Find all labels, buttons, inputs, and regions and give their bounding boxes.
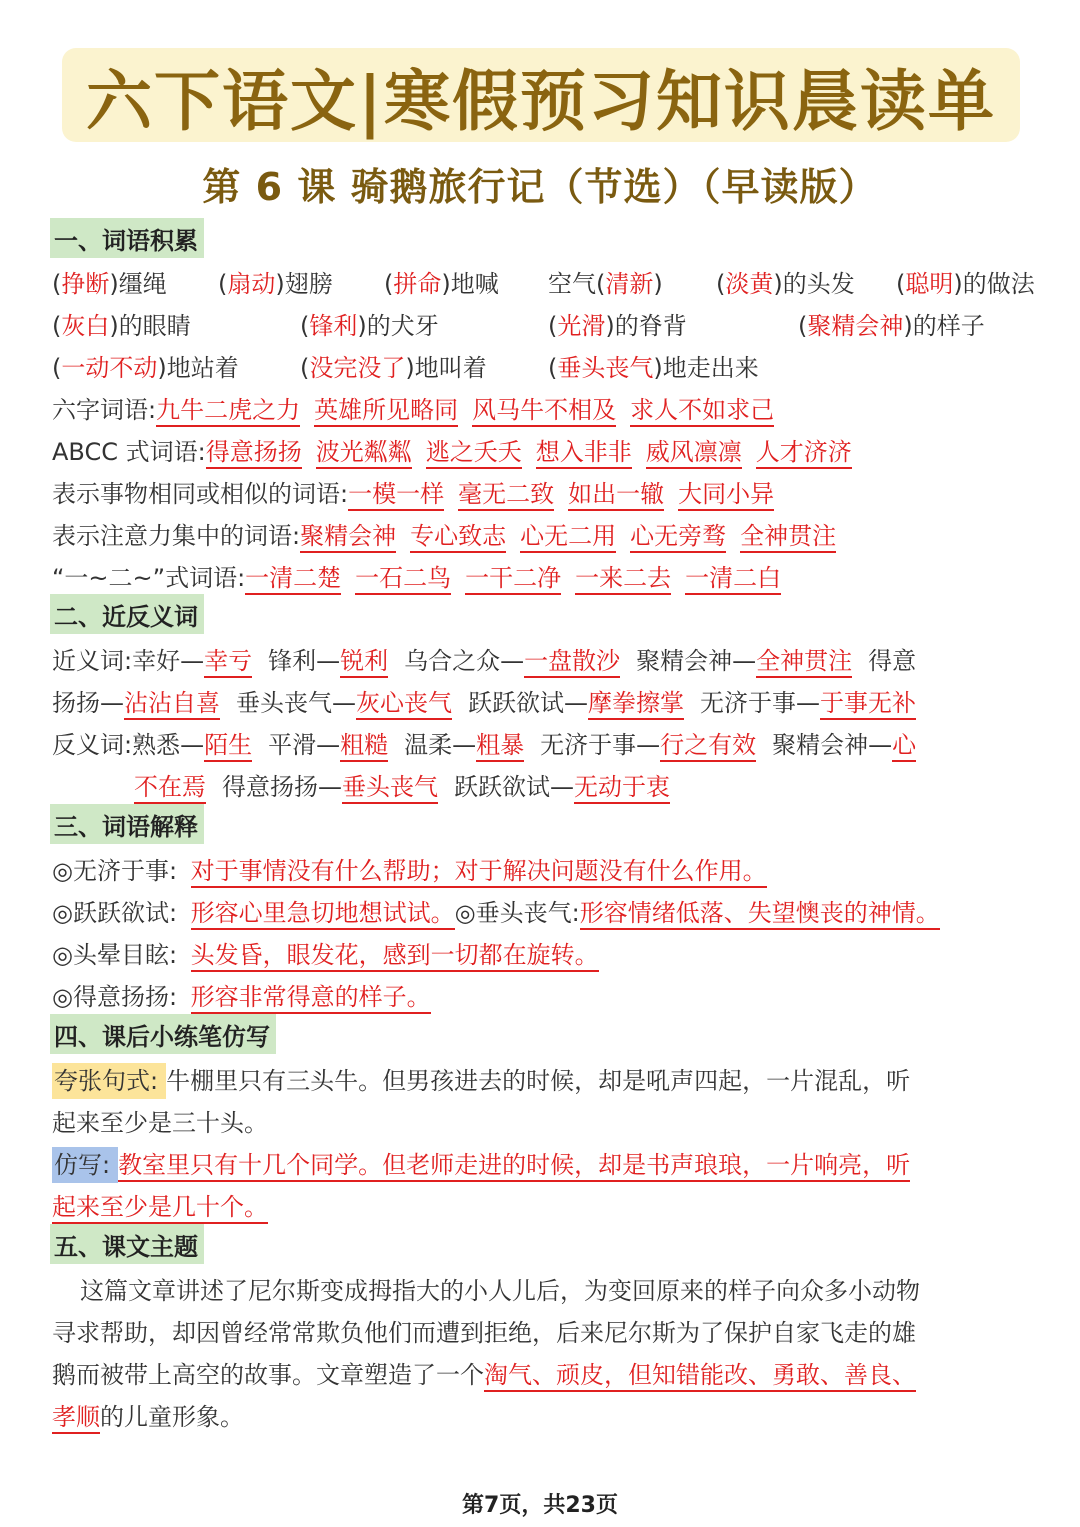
hyperbole-tag: 夸张句式: <box>52 1063 166 1099</box>
phrase-text: )地叫着 <box>405 354 487 382</box>
antonyms-line-2 <box>134 767 670 802</box>
answer-word: 人才济济 <box>756 438 852 469</box>
pair-label: 反义词: <box>52 731 133 759</box>
pair-word: 无济于事— <box>540 731 661 759</box>
synonyms-line-1 <box>52 641 916 676</box>
pair-answer: 幸亏 <box>204 647 252 678</box>
phrase-text: )的做法 <box>953 270 1035 298</box>
row-label: 六字词语: <box>52 396 157 424</box>
answer-word: 心无二用 <box>520 522 616 553</box>
six-char-words <box>52 390 774 425</box>
phrase-answer: 光滑 <box>557 312 606 340</box>
answer-word: 一干二净 <box>465 564 561 595</box>
yi-er-words <box>52 558 781 593</box>
vocab-phrase <box>896 264 1035 299</box>
phrase-answer: 聪明 <box>905 270 954 298</box>
pair-word: 温柔— <box>404 731 477 759</box>
phrase-text: 空气( <box>548 270 606 298</box>
phrase-answer: 清新 <box>605 270 654 298</box>
vocab-phrase <box>300 306 439 341</box>
answer-word: 如出一辙 <box>568 480 664 511</box>
phrase-text: ( <box>548 354 558 382</box>
explanation-definition: 形容心里急切地想试试。 <box>191 899 455 930</box>
imitation-text: 教室里只有十几个同学。但老师走进的时候，却是书声琅琅，一片响亮，听 <box>118 1151 910 1182</box>
phrase-answer: 一动不动 <box>61 354 158 382</box>
vocab-phrase <box>548 348 759 383</box>
page-number: 第7页，共23页 <box>462 1493 618 1518</box>
explanation-definition: 头发昏，眼发花，感到一切都在旋转。 <box>191 941 599 972</box>
vocab-phrase <box>218 264 333 299</box>
phrase-text: ( <box>218 270 228 298</box>
page-title: 六下语文|寒假预习知识晨读单 <box>85 61 996 140</box>
phrase-answer: 拼命 <box>393 270 442 298</box>
pair-answer: 于事无补 <box>820 689 916 720</box>
pair-answer: 灰心丧气 <box>356 689 452 720</box>
answer-word: 心无旁骛 <box>630 522 726 553</box>
phrase-text: ) <box>653 270 663 298</box>
theme-text: 鹅而被带上高空的故事。文章塑造了一个 <box>52 1361 484 1389</box>
answer-word: 聚精会神 <box>300 522 396 553</box>
pair-answer: 沾沾自喜 <box>124 689 220 720</box>
phrase-answer: 锋利 <box>309 312 358 340</box>
synonyms-line-2 <box>52 683 916 718</box>
section-heading-synonyms: 二、近反义词 <box>50 594 204 634</box>
phrase-text: )的头发 <box>773 270 855 298</box>
answer-word: 风马牛不相及 <box>472 396 616 427</box>
pair-answer: 一盘散沙 <box>524 647 620 678</box>
abcc-words <box>52 432 852 467</box>
phrase-answer: 没完没了 <box>309 354 406 382</box>
phrase-text: ( <box>716 270 726 298</box>
pair-answer: 陌生 <box>204 731 252 762</box>
answer-word: 一清二楚 <box>245 564 341 595</box>
answer-word: 波光粼粼 <box>316 438 412 469</box>
vocab-phrase <box>548 306 687 341</box>
phrase-answer: 聚精会神 <box>807 312 904 340</box>
pair-word: 得意 <box>868 647 917 675</box>
lesson-subtitle: 第 6 课 骑鹅旅行记（节选）（早读版） <box>202 165 878 209</box>
answer-word: 大同小异 <box>678 480 774 511</box>
theme-line-2: 寻求帮助，却因曾经常常欺负他们而遭到拒绝，后来尼尔斯为了保护自家飞走的雄 <box>52 1319 916 1347</box>
answer-word: 一模一样 <box>348 480 444 511</box>
hyperbole-example <box>52 1061 910 1096</box>
phrase-text: )地走出来 <box>653 354 759 382</box>
pair-answer: 锐利 <box>340 647 388 678</box>
row-label: 表示事物相同或相似的词语: <box>52 480 349 508</box>
phrase-answer: 挣断 <box>61 270 110 298</box>
hyperbole-example-cont: 起来至少是三十头。 <box>52 1109 268 1137</box>
phrase-answer: 垂头丧气 <box>557 354 654 382</box>
pair-answer: 粗暴 <box>476 731 524 762</box>
row-label: ABCC 式词语: <box>52 438 206 466</box>
phrase-text: )翅膀 <box>275 270 333 298</box>
focus-words <box>52 516 836 551</box>
answer-word: 一石二鸟 <box>355 564 451 595</box>
answer-word: 想入非非 <box>536 438 632 469</box>
pair-label: 近义词: <box>52 647 133 675</box>
answer-word: 一来二去 <box>575 564 671 595</box>
phrase-text: )的眼睛 <box>109 312 191 340</box>
similar-words <box>52 474 774 509</box>
section-heading-vocab: 一、词语积累 <box>50 218 204 258</box>
pair-word: 乌合之众— <box>404 647 525 675</box>
imitation-answer-cont <box>52 1187 268 1222</box>
imitation-tag: 仿写: <box>52 1147 118 1183</box>
vocab-phrase <box>52 306 191 341</box>
vocab-phrase <box>548 264 663 299</box>
pair-answer: 全神贯注 <box>756 647 852 678</box>
pair-answer: 心 <box>892 731 916 762</box>
section-heading-explanations: 三、词语解释 <box>50 804 204 844</box>
phrase-answer: 扇动 <box>227 270 276 298</box>
vocab-phrase <box>300 348 487 383</box>
phrase-text: )地站着 <box>157 354 239 382</box>
answer-word: 九牛二虎之力 <box>156 396 300 427</box>
answer-word: 全神贯注 <box>740 522 836 553</box>
theme-line-4 <box>52 1397 244 1432</box>
title-banner <box>62 48 1020 142</box>
theme-line-3 <box>52 1355 916 1390</box>
phrase-text: )的脊背 <box>605 312 687 340</box>
pair-word: 得意扬扬— <box>222 773 342 801</box>
vocab-phrase <box>52 348 239 383</box>
pair-answer: 垂头丧气 <box>342 773 438 804</box>
phrase-text: )地喊 <box>441 270 499 298</box>
phrase-text: )的犬牙 <box>357 312 439 340</box>
explanation-term: ◎头晕目眩: <box>52 941 178 969</box>
answer-word: 毫无二致 <box>458 480 554 511</box>
theme-highlight: 孝顺 <box>52 1403 100 1434</box>
row-label: 表示注意力集中的词语: <box>52 522 301 550</box>
explanation-3 <box>52 935 599 970</box>
answer-word: 得意扬扬 <box>206 438 302 469</box>
phrase-text: ( <box>798 312 808 340</box>
phrase-answer: 灰白 <box>61 312 110 340</box>
pair-word: 垂头丧气— <box>236 689 356 717</box>
row-label: “一~二~”式词语: <box>52 564 246 592</box>
phrase-text: )的样子 <box>903 312 985 340</box>
answer-word: 专心致志 <box>410 522 506 553</box>
pair-word: 平滑— <box>268 731 341 759</box>
imitation-answer <box>52 1145 910 1180</box>
pair-answer: 摩拳擦掌 <box>588 689 684 720</box>
phrase-text: ( <box>52 270 62 298</box>
phrase-text: ( <box>548 312 558 340</box>
vocab-phrase <box>384 264 499 299</box>
explanation-term: ◎无济于事: <box>52 857 178 885</box>
explanation-1 <box>52 851 767 886</box>
answer-word: 一清二白 <box>685 564 781 595</box>
pair-word: 无济于事— <box>700 689 820 717</box>
hyperbole-text: 牛棚里只有三头牛。但男孩进去的时候，却是吼声四起，一片混乱，听 <box>166 1067 911 1095</box>
pair-answer: 行之有效 <box>660 731 756 762</box>
theme-line-1: 这篇文章讲述了尼尔斯变成拇指大的小人儿后，为变回原来的样子向众多小动物 <box>80 1277 920 1305</box>
phrase-text: ( <box>52 312 62 340</box>
phrase-text: ( <box>896 270 906 298</box>
explanation-term: ◎跃跃欲试: <box>52 899 178 927</box>
imitation-text-cont: 起来至少是几十个。 <box>52 1193 268 1224</box>
explanation-4 <box>52 977 431 1012</box>
pair-word: 幸好— <box>132 647 205 675</box>
antonyms-line-1 <box>52 725 916 760</box>
pair-word: 熟悉— <box>132 731 205 759</box>
explanation-term: ◎得意扬扬: <box>52 983 178 1011</box>
phrase-answer: 淡黄 <box>725 270 774 298</box>
section-heading-imitation: 四、课后小练笔仿写 <box>50 1014 276 1054</box>
explanation-2 <box>52 893 940 928</box>
phrase-text: ( <box>52 354 62 382</box>
answer-word: 逃之夭夭 <box>426 438 522 469</box>
theme-text: 的儿童形象。 <box>100 1403 244 1431</box>
pair-word: 聚精会神— <box>636 647 757 675</box>
pair-answer: 不在焉 <box>134 773 206 804</box>
pair-word: 锋利— <box>268 647 341 675</box>
answer-word: 求人不如求己 <box>630 396 774 427</box>
answer-word: 威风凛凛 <box>646 438 742 469</box>
explanation-term: ◎垂头丧气: <box>454 899 580 927</box>
vocab-phrase <box>716 264 855 299</box>
section-heading-theme: 五、课文主题 <box>50 1224 204 1264</box>
pair-word: 跃跃欲试— <box>454 773 574 801</box>
pair-answer: 粗糙 <box>340 731 388 762</box>
explanation-definition: 形容非常得意的样子。 <box>191 983 431 1014</box>
theme-highlight: 淘气、顽皮，但知错能改、勇敢、善良、 <box>484 1361 916 1392</box>
phrase-text: ( <box>384 270 394 298</box>
phrase-text: ( <box>300 312 310 340</box>
pair-word: 聚精会神— <box>772 731 893 759</box>
explanation-definition: 形容情绪低落、失望懊丧的神情。 <box>580 899 940 930</box>
answer-word: 英雄所见略同 <box>314 396 458 427</box>
explanation-definition: 对于事情没有什么帮助；对于解决问题没有什么作用。 <box>191 857 767 888</box>
pair-word: 跃跃欲试— <box>468 689 588 717</box>
pair-answer: 无动于衷 <box>574 773 670 804</box>
phrase-text: )缰绳 <box>109 270 167 298</box>
vocab-phrase <box>52 264 167 299</box>
phrase-text: ( <box>300 354 310 382</box>
vocab-phrase <box>798 306 985 341</box>
pair-word: 扬扬— <box>52 689 124 717</box>
